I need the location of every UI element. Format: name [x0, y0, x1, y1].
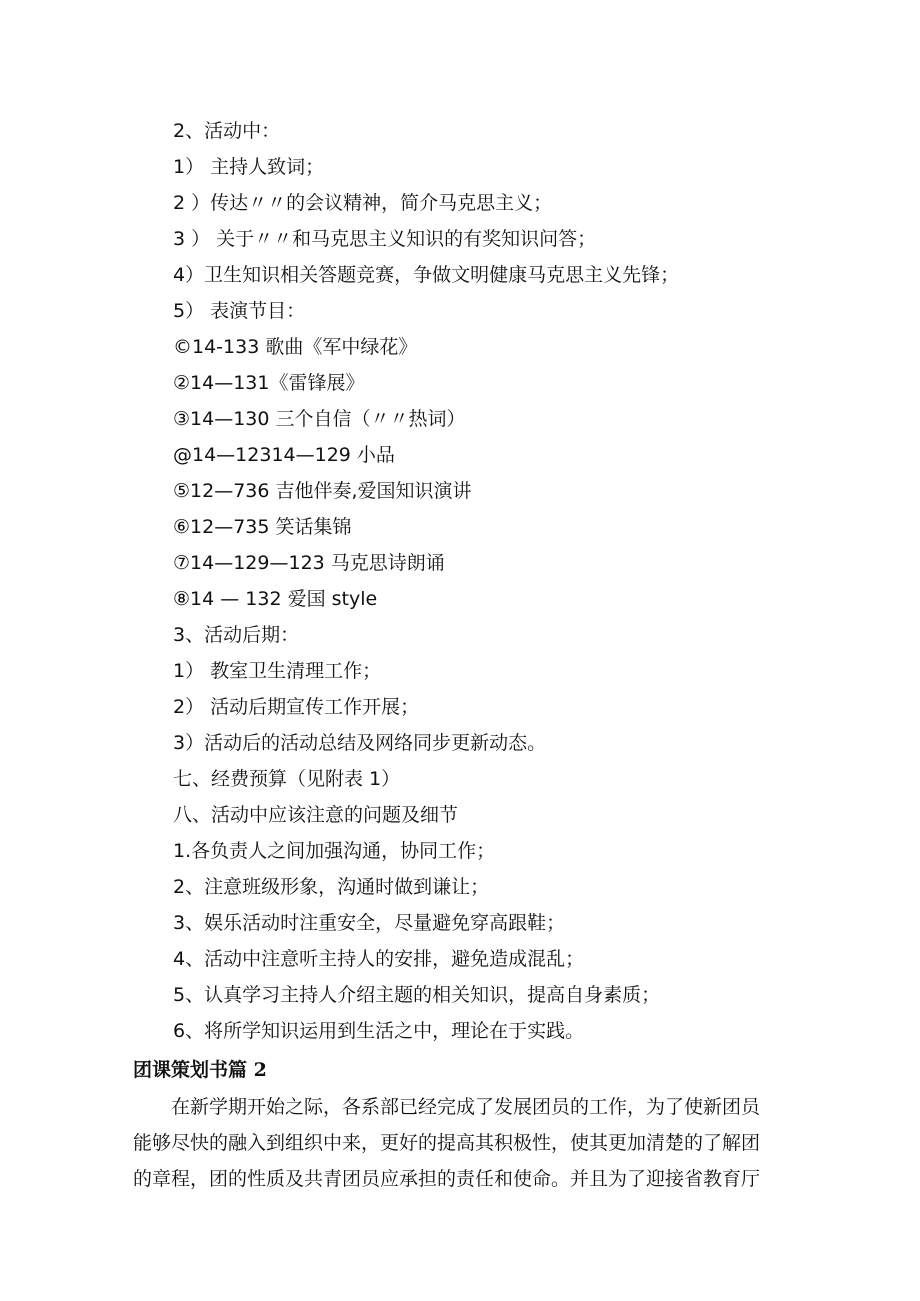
- program-item: ③14—130 三个自信（〃〃热词）: [173, 408, 466, 430]
- text-line: 3、娱乐活动时注重安全，尽量避免穿高跟鞋；: [173, 912, 566, 934]
- text-line: 1） 主持人致词；: [173, 156, 325, 178]
- text-line: 5、认真学习主持人介绍主题的相关知识，提高自身素质；: [173, 984, 661, 1006]
- paragraph-line: 能够尽快的融入到组织中来，更好的提高其积极性，使其更加清楚的了解团: [133, 1132, 761, 1154]
- program-item: ⑦14—129—123 马克思诗朗诵: [173, 552, 445, 574]
- text-line: 2 ）传达〃〃的会议精神，简介马克思主义；: [173, 192, 553, 214]
- text-line: 5） 表演节目：: [173, 300, 306, 322]
- text-line: 2） 活动后期宣传工作开展；: [173, 696, 420, 718]
- text-line: 4）卫生知识相关答题竞赛，争做文明健康马克思主义先锋；: [173, 264, 680, 286]
- text-line: 3 ） 关于〃〃和马克思主义知识的有奖知识问答；: [173, 228, 597, 250]
- program-item: ⑧14 — 132 爱国 style: [173, 588, 378, 610]
- text-line: 2、注意班级形象，沟通时做到谦让；: [173, 876, 490, 898]
- text-line: 2、活动中：: [173, 120, 281, 142]
- program-item: ⑥12—735 笑话集锦: [173, 516, 352, 538]
- text-line: 1） 教室卫生清理工作；: [173, 660, 382, 682]
- section-heading: 团课策划书篇 2: [133, 1059, 267, 1081]
- text-line: 3、活动后期：: [173, 624, 300, 646]
- text-line: 七、经费预算（见附表 1）: [173, 768, 401, 790]
- paragraph-line: 的章程，团的性质及共青团员应承担的责任和使命。并且为了迎接省教育厅: [133, 1168, 761, 1190]
- text-line: 6、将所学知识运用到生活之中，理论在于实践。: [173, 1020, 585, 1042]
- text-line: 1.各负责人之间加强沟通，协同工作；: [173, 840, 496, 862]
- text-line: 八、活动中应该注意的问题及细节: [173, 804, 459, 826]
- text-line: 4、活动中注意听主持人的安排，避免造成混乱；: [173, 948, 585, 970]
- program-item: ©14-133 歌曲《军中绿花》: [173, 336, 418, 358]
- program-item: ⑤12—736 吉他伴奏,爱国知识演讲: [173, 480, 472, 502]
- program-item: @14—12314—129 小品: [173, 444, 395, 466]
- program-item: ②14—131《雷锋展》: [173, 372, 365, 394]
- paragraph-line: 在新学期开始之际，各系部已经完成了发展团员的工作，为了使新团员: [133, 1096, 761, 1118]
- text-line: 3）活动后的活动总结及网络同步更新动态。: [173, 732, 547, 754]
